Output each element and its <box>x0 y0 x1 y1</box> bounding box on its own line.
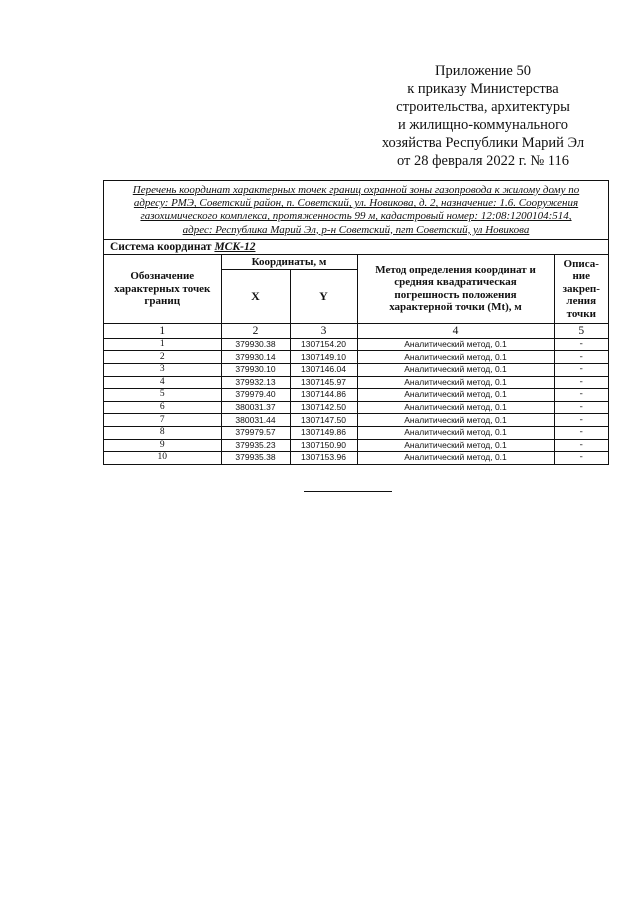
coord-x: 379979.57 <box>221 426 290 439</box>
header-method: Метод определения координат и средняя квадратическая погрешность положения характерной точки (Mt), м <box>357 255 554 324</box>
header-y: Y <box>290 269 357 323</box>
point-id: 10 <box>104 452 221 464</box>
point-id: 3 <box>104 364 221 377</box>
column-numbers-row <box>104 323 608 338</box>
caption-line: адресу: РМЭ, Советский район, п. Советский, ул. Новикова, д. 2, назначение: 1.6. Сооружения <box>133 197 579 210</box>
coordinate-system-label: Система координат <box>110 240 215 253</box>
appendix-line: к приказу Министерства <box>407 81 559 97</box>
coord-y: 1307150.90 <box>290 439 357 452</box>
table-row <box>104 338 608 351</box>
description: - <box>554 401 608 414</box>
appendix-header <box>358 62 608 170</box>
method: Аналитический метод, 0.1 <box>357 389 554 402</box>
method: Аналитический метод, 0.1 <box>357 426 554 439</box>
table-row <box>104 426 608 439</box>
coord-y: 1307153.96 <box>290 452 357 464</box>
coordinate-system-value: МСК-12 <box>214 240 256 253</box>
coord-y: 1307149.10 <box>290 351 357 364</box>
point-id: 8 <box>104 426 221 439</box>
coord-y: 1307146.04 <box>290 364 357 377</box>
description: - <box>554 351 608 364</box>
coord-x: 379930.10 <box>221 364 290 377</box>
point-id: 4 <box>104 376 221 389</box>
coord-y: 1307144.86 <box>290 389 357 402</box>
table-row <box>104 452 608 464</box>
point-id: 6 <box>104 401 221 414</box>
header-x: X <box>221 269 290 323</box>
coord-y: 1307154.20 <box>290 338 357 351</box>
coord-x: 380031.37 <box>221 401 290 414</box>
method: Аналитический метод, 0.1 <box>357 364 554 377</box>
coordinates-table <box>104 255 608 464</box>
end-rule <box>304 491 392 492</box>
coord-y: 1307147.50 <box>290 414 357 427</box>
method: Аналитический метод, 0.1 <box>357 439 554 452</box>
column-number: 1 <box>104 323 221 338</box>
description: - <box>554 414 608 427</box>
coord-x: 379932.13 <box>221 376 290 389</box>
point-id: 5 <box>104 389 221 402</box>
method: Аналитический метод, 0.1 <box>357 452 554 464</box>
coord-y: 1307142.50 <box>290 401 357 414</box>
table-row <box>104 414 608 427</box>
description: - <box>554 426 608 439</box>
appendix-line: и жилищно-коммунального <box>397 117 569 133</box>
method: Аналитический метод, 0.1 <box>357 401 554 414</box>
coord-x: 379935.38 <box>221 452 290 464</box>
table-row <box>104 364 608 377</box>
coordinate-system <box>104 240 608 255</box>
appendix-line: хозяйства Республики Марий Эл <box>381 135 585 151</box>
coord-y: 1307149.86 <box>290 426 357 439</box>
description: - <box>554 389 608 402</box>
coord-x: 379979.40 <box>221 389 290 402</box>
header-description: Описа-ние закреп-ления точки <box>554 255 608 324</box>
appendix-line: строительства, архитектуры <box>396 99 570 115</box>
header-point: Обозначение характерных точек границ <box>104 255 221 324</box>
point-id: 7 <box>104 414 221 427</box>
description: - <box>554 364 608 377</box>
column-number: 4 <box>357 323 554 338</box>
point-id: 1 <box>104 338 221 351</box>
coordinates-document <box>103 180 609 465</box>
coord-y: 1307145.97 <box>290 376 357 389</box>
coord-x: 380031.44 <box>221 414 290 427</box>
coord-x: 379930.38 <box>221 338 290 351</box>
coord-x: 379930.14 <box>221 351 290 364</box>
caption-line: газохимического комплекса, протяженность 99 м, кадастровый номер: 12:08:1200104:514, <box>140 210 572 223</box>
appendix-line: Приложение 50 <box>435 63 531 79</box>
caption-line: адрес: Республика Марий Эл, р-н Советский, пгт Советский, ул Новикова <box>182 223 530 236</box>
method: Аналитический метод, 0.1 <box>357 351 554 364</box>
method: Аналитический метод, 0.1 <box>357 338 554 351</box>
description: - <box>554 376 608 389</box>
column-number: 2 <box>221 323 290 338</box>
point-id: 9 <box>104 439 221 452</box>
method: Аналитический метод, 0.1 <box>357 414 554 427</box>
point-id: 2 <box>104 351 221 364</box>
appendix-line: от 28 февраля 2022 г. № 116 <box>396 153 570 169</box>
table-row <box>104 439 608 452</box>
table-row <box>104 389 608 402</box>
description: - <box>554 338 608 351</box>
caption-line: Перечень координат характерных точек границ охранной зоны газопровода к жилому дому по <box>132 184 580 196</box>
coord-x: 379935.23 <box>221 439 290 452</box>
description: - <box>554 439 608 452</box>
table-row <box>104 351 608 364</box>
table-row <box>104 401 608 414</box>
table-row <box>104 376 608 389</box>
document-caption <box>104 181 608 240</box>
table-header-row <box>104 255 608 270</box>
column-number: 3 <box>290 323 357 338</box>
method: Аналитический метод, 0.1 <box>357 376 554 389</box>
header-coords: Координаты, м <box>221 255 357 270</box>
description: - <box>554 452 608 464</box>
column-number: 5 <box>554 323 608 338</box>
